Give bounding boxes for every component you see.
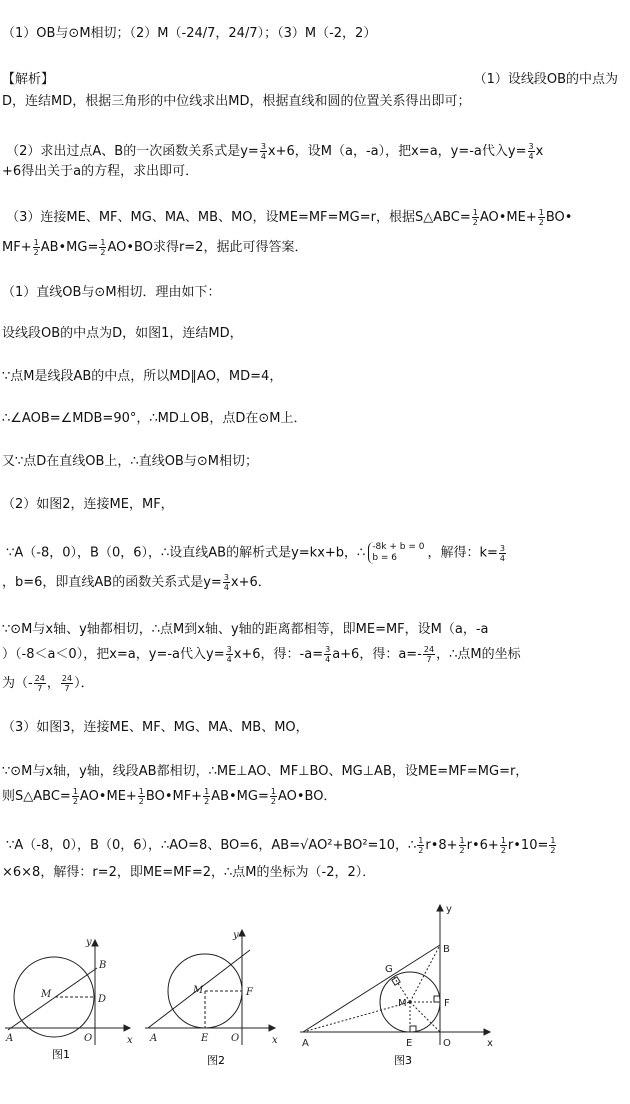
fraction-den: 2 xyxy=(270,797,276,806)
text: BO• xyxy=(545,210,573,225)
solution-5: 又∵点D在直线OB上，∴直线OB与⊙M相切； xyxy=(2,454,258,469)
fraction-den: 7 xyxy=(426,655,432,664)
text: AO•BO求得r=2，据此可得答案． xyxy=(107,240,308,255)
fraction xyxy=(499,544,506,563)
text: （2）求出过点A、B的一次函数关系式是y= xyxy=(6,144,259,159)
fig3-mb xyxy=(410,945,440,1002)
fraction-num: 1 xyxy=(550,836,556,845)
solution-10 xyxy=(2,645,624,665)
figures xyxy=(0,900,630,1100)
solution-15 xyxy=(2,836,624,856)
fraction-num: 3 xyxy=(260,142,266,151)
fraction-num: 24 xyxy=(34,674,45,683)
fig2-label-f: F xyxy=(246,987,253,998)
solution-9: ∵⊙M与x轴、y轴都相切，∴点M到x轴、y轴的距离都相等，即ME=MF，设M（a，-a xyxy=(2,622,489,637)
text: x+6． xyxy=(230,575,271,590)
solution-1: （1）直线OB与⊙M相切．理由如下： xyxy=(2,285,221,300)
figure-1 xyxy=(5,940,130,1045)
solution-14 xyxy=(2,787,624,807)
fig3-y-arrow xyxy=(437,905,443,911)
fraction-den: 2 xyxy=(72,797,78,806)
text: AB•MG= xyxy=(211,789,269,804)
fraction xyxy=(459,836,466,855)
fraction xyxy=(324,645,331,664)
text: AO•ME+ xyxy=(479,210,537,225)
solution-12: （3）如图3，连接ME、MF、MG、MA、MB、MO， xyxy=(2,720,309,735)
solution-8 xyxy=(2,573,624,593)
solution-6: （2）如图2，连接ME，MF， xyxy=(2,497,174,512)
text: ，∴点M的坐标 xyxy=(436,647,521,662)
fig3-center-dot xyxy=(408,1000,411,1003)
fraction-den: 2 xyxy=(459,846,465,855)
fraction xyxy=(270,787,277,806)
fraction-num: 1 xyxy=(100,238,106,247)
fig1-label-a: A xyxy=(6,1033,14,1044)
fraction xyxy=(500,836,507,855)
fraction-num: 1 xyxy=(204,787,210,796)
text: x xyxy=(535,144,544,159)
fraction-den: 2 xyxy=(204,797,210,806)
analysis-label: 【解析】 xyxy=(2,72,55,87)
fraction-num: 1 xyxy=(500,836,506,845)
fig1-label-y: y xyxy=(86,937,92,948)
fraction-num: 1 xyxy=(72,787,78,796)
fig1-y-arrow xyxy=(92,940,98,946)
fraction-num: 3 xyxy=(528,142,534,151)
fig3-line-ab xyxy=(303,945,440,1032)
fraction-den: 2 xyxy=(33,248,39,257)
text: 为（- xyxy=(2,676,33,691)
text: AO•ME+ xyxy=(79,789,137,804)
text: ）（-8＜a＜0），把x=a，y=-a代入y= xyxy=(2,647,225,662)
text: r•6+ xyxy=(466,838,499,853)
fig3-label-y: y xyxy=(446,904,452,915)
fraction-den: 2 xyxy=(418,846,424,855)
fig3-label-g: G xyxy=(385,964,393,975)
fraction xyxy=(72,787,79,806)
fraction xyxy=(260,142,267,161)
fig1-label-b: B xyxy=(99,960,107,971)
fraction-den: 7 xyxy=(37,684,43,693)
solution-16: ×6×8，解得：r=2，即ME=MF=2，∴点M的坐标为（-2，2）． xyxy=(2,865,376,880)
analysis-p1: D，连结MD，根据三角形的中位线求出MD，根据直线和圆的位置关系得出即可； xyxy=(2,94,471,109)
fig3-label-o: O xyxy=(443,1038,451,1049)
text: ， xyxy=(46,676,60,691)
fig1-label-x: x xyxy=(127,1035,133,1046)
fraction-den: 4 xyxy=(223,583,229,592)
fraction-num: 1 xyxy=(538,208,544,217)
solution-13: ∵⊙M与x轴，y轴，线段AB都相切，∴ME⊥AO、MF⊥BO、MG⊥AB，设ME=MF=MG=r， xyxy=(2,764,529,779)
fraction-num: 24 xyxy=(61,674,73,683)
fraction-den: 4 xyxy=(260,152,266,161)
text: BO•MF+ xyxy=(145,789,203,804)
fig2-label-e: E xyxy=(201,1033,209,1044)
fraction-num: 1 xyxy=(418,836,424,845)
solution-7 xyxy=(2,542,624,564)
fraction-num: 3 xyxy=(325,645,331,654)
fraction xyxy=(203,787,210,806)
text: ∵A（-8，0），B（0，6），∴AO=8、BO=6，AB=√AO²+BO²=10，∴ xyxy=(6,838,417,853)
fraction-den: 7 xyxy=(64,684,70,693)
fraction xyxy=(538,208,545,227)
fraction-num: 1 xyxy=(459,836,465,845)
fig1-label-m: M xyxy=(41,989,52,1000)
fraction xyxy=(61,674,73,693)
fig2-x-arrow xyxy=(269,1025,275,1031)
figure-2 xyxy=(145,930,275,1045)
fig3-label-m: M xyxy=(398,998,407,1009)
fig2-caption: 图2 xyxy=(207,1054,225,1067)
fraction xyxy=(549,836,556,855)
fig3-label-f: F xyxy=(444,998,450,1009)
equation-1: -8k + b = 0 xyxy=(372,542,425,552)
fig3-caption: 图3 xyxy=(394,1054,412,1067)
fraction xyxy=(34,674,46,693)
solution-3: ∵点M是线段AB的中点，所以MD∥AO，MD=4， xyxy=(2,369,283,384)
fraction xyxy=(423,645,435,664)
fig2-y-arrow xyxy=(239,930,245,936)
fig1-x-arrow xyxy=(124,1025,130,1031)
fraction xyxy=(223,573,230,592)
fraction xyxy=(417,836,424,855)
analysis-tag xyxy=(2,70,624,90)
text: r•10= xyxy=(507,838,549,853)
text: x+6，设M（a，-a），把x=a，y=-a代入y= xyxy=(267,144,527,159)
fraction-den: 4 xyxy=(325,655,331,664)
text: 则S△ABC= xyxy=(2,789,71,804)
analysis-p2 xyxy=(2,142,624,162)
fig2-label-m: M xyxy=(193,985,204,996)
fraction-num: 1 xyxy=(472,208,478,217)
fig1-label-d: D xyxy=(98,994,107,1005)
fig1-line-ab xyxy=(8,968,97,1030)
fraction xyxy=(226,645,233,664)
text: x+6，得：-a= xyxy=(233,647,324,662)
fraction-den: 4 xyxy=(226,655,232,664)
equation-2: b = 6 xyxy=(372,553,398,563)
analysis-p3 xyxy=(2,208,624,228)
text: AB•MG= xyxy=(40,240,99,255)
fraction-den: 2 xyxy=(500,846,506,855)
text: a+6，得：a=- xyxy=(332,647,422,662)
fraction-den: 4 xyxy=(528,152,534,161)
fig2-label-x: x xyxy=(272,1035,278,1046)
fig3-x-arrow xyxy=(484,1029,490,1035)
text: MF+ xyxy=(2,240,32,255)
fraction-den: 2 xyxy=(138,797,144,806)
fig2-label-o: O xyxy=(231,1033,240,1044)
fraction-den: 4 xyxy=(499,553,505,563)
fig3-label-x: x xyxy=(487,1038,493,1049)
fig1-label-o: O xyxy=(84,1033,93,1044)
fraction-den: 2 xyxy=(472,218,478,227)
analysis-p2-cont: +6得出关于a的方程，求出即可． xyxy=(2,164,199,179)
answer-line: （1）OB与⊙M相切；（2）M（-24/7，24/7）；（3）M（-2，2） xyxy=(2,26,377,41)
fraction-den: 2 xyxy=(100,248,106,257)
text: （3）连接ME、MF、MG、MA、MB、MO，设ME=MF=MG=r，根据S△ABC= xyxy=(6,210,471,225)
solution-11 xyxy=(2,674,624,694)
fig2-label-a: A xyxy=(150,1033,158,1044)
fig3-label-a: A xyxy=(302,1038,309,1049)
fraction xyxy=(99,238,106,257)
solution-2: 设线段OB的中点为D，如图1，连结MD， xyxy=(2,326,243,341)
fraction xyxy=(528,142,535,161)
solution-4: ∴∠AOB=∠MDB=90°，∴MD⊥OB，点D在⊙M上． xyxy=(2,411,307,426)
text: ，解得：k= xyxy=(427,545,498,561)
analysis-p3-cont xyxy=(2,238,624,258)
fig3-label-e: E xyxy=(406,1038,413,1049)
fraction xyxy=(138,787,145,806)
text: ）． xyxy=(74,676,94,691)
text: ，b=6，即直线AB的函数关系式是y= xyxy=(2,575,222,590)
fraction-num: 3 xyxy=(226,645,232,654)
fraction-num: 24 xyxy=(423,645,435,654)
fraction xyxy=(33,238,40,257)
fraction-num: 1 xyxy=(138,787,144,796)
text: r•8+ xyxy=(425,838,458,853)
fraction-num: 3 xyxy=(223,573,229,582)
text: ∵A（-8，0），B（0，6），∴设直线AB的解析式是y=kx+b，∴ xyxy=(6,545,366,561)
fraction-num: 3 xyxy=(499,543,505,553)
fraction-num: 1 xyxy=(270,787,276,796)
figure-3 xyxy=(300,905,490,1045)
fraction xyxy=(472,208,479,227)
fraction-den: 2 xyxy=(538,218,544,227)
analysis-p1-start: （1）设线段OB的中点为 xyxy=(473,72,618,87)
fraction-num: 1 xyxy=(33,238,39,247)
fraction-den: 2 xyxy=(550,846,556,855)
fig3-label-b: B xyxy=(443,944,450,955)
fig2-label-y: y xyxy=(233,930,239,941)
text: AO•BO． xyxy=(277,789,337,804)
fig1-caption: 图1 xyxy=(52,1048,70,1061)
equation-system xyxy=(368,542,424,564)
